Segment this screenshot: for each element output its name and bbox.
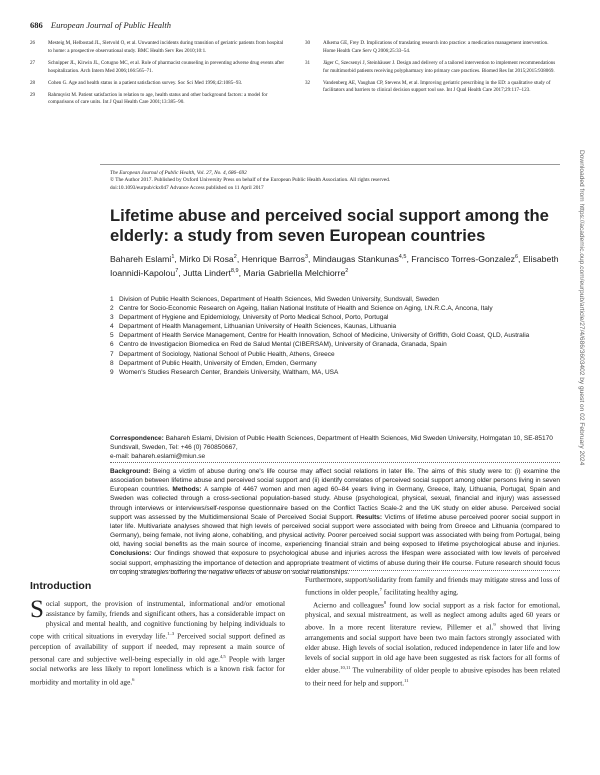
publication-info: [110, 170, 555, 192]
affiliation-list: [110, 295, 560, 377]
author-affiliation-sup: 3: [304, 254, 308, 260]
abstract-background-label: Background:: [110, 468, 151, 475]
author-name: Maria Gabriella Melchiorre: [243, 267, 346, 278]
affiliation-number: 8: [110, 359, 114, 367]
abstract-divider-top: [110, 462, 560, 463]
reference-number: 31: [305, 59, 311, 66]
citation-sup: 6: [132, 676, 135, 682]
abstract-methods: A sample of 4467 women and men aged 60–84 years living in Germany, Greece, Italy, Lithuania, Portugal, Spain and Sweden was collected through a cross-sectional population-based study. Abuse (psychological, physical, sexual, financial and injury) was assessed through interviews or interviews/self-response questionnaire based on the Conflict Tactics Scale-2 and the UK study on elder abuse. Perceived social support was assessed by the Multidimensional Scale of Perceived Social Support.: [110, 486, 560, 521]
references-right-column: [305, 40, 560, 99]
reference-number: 28: [30, 79, 36, 86]
page-number: 686: [30, 20, 43, 30]
reference-item: [30, 92, 285, 107]
download-watermark-text: Downloaded from https://academic.oup.com/eurpub/article/27/4/686/3603402 by guest on 02 February 2024: [578, 150, 585, 466]
citation-sup: 10,11: [340, 665, 351, 671]
affiliation-item: [110, 304, 560, 313]
affiliation-item: [110, 340, 560, 349]
running-header: [30, 20, 171, 30]
affiliation-item: [110, 368, 560, 377]
author-name: Elisabeth Ioannidi-Kapolou: [110, 253, 559, 278]
abstract-results: Victims of lifetime abuse perceived poorer social support in later life. Multivariate analyses showed that high levels of perceived social support were associated with being from Greece and Lithuania (compared to Germany), being female, not living alone, cohabiting, and physical activity. Poorer perceived social support was associated with being from Portugal, being old, having social benefits as the main source of income, experiencing financial strain and being exposed to lifetime psychological abuse and injuries.: [110, 513, 560, 549]
affiliation-number: 6: [110, 341, 114, 349]
abstract: [110, 467, 560, 577]
references-left-column: [30, 40, 285, 111]
affiliation-text: Women's Studies Research Center, Brandeis University, Waltham, MA, USA: [119, 368, 339, 376]
citation-sup: 1–3: [167, 631, 175, 637]
affiliation-item: [110, 322, 560, 331]
author-name: Bahareh Eslami: [110, 253, 172, 264]
reference-number: 32: [305, 79, 311, 86]
author-list: Bahareh Eslami$^1$, Mirko Di Rosa$^2$, Henrique Barros$^3$, Mindaugas Stankunas$^{4,5}$, Francisco Torres-Gonzalez$^6$, Elisabeth Ioannidi-Kapolou$^7$, Jutta Lindert$^{8,9}$, Maria Gabriella Melchiorre$^2$: [110, 253, 559, 278]
affiliation-number: 1: [110, 296, 114, 303]
correspondence-email[interactable]: e-mail: bahareh.eslami@miun.se: [110, 453, 206, 461]
citation-sup: 9: [493, 622, 496, 628]
affiliation-number: 7: [110, 350, 114, 358]
affiliation-text: Department of Health Service Management, Centre for Health Innovation, School of Medicine, University of Griffith, Gold Coast, QLD, Australia: [119, 332, 530, 340]
intro-right-column: [305, 575, 560, 688]
affiliation-text: Department of Health Management, Lithuanian University of Health Sciences, Kaunas, Lithuania: [119, 323, 397, 331]
reference-number: 27: [30, 59, 36, 66]
reference-number: 29: [30, 91, 36, 98]
abstract-methods-label: Methods:: [172, 486, 202, 494]
abstract-results-label: Results:: [356, 513, 383, 521]
reference-number: 30: [305, 40, 311, 46]
reference-item: [305, 80, 560, 95]
affiliation-number: 4: [110, 323, 114, 331]
affiliation-text: Centro de Investigacion Biomedica en Red de Salud Mental (CIBERSAM), University of Granada, Granada, Spain: [119, 341, 447, 349]
affiliation-item: [110, 313, 560, 322]
author-name: Francisco Torres-Gonzalez: [411, 253, 515, 264]
author-affiliation-sup: 6: [514, 254, 518, 260]
author-affiliation-sup: 8,9: [230, 267, 239, 274]
intro-paragraph: Furthermore, support/solidarity from family and friends may mitigate stress and loss of functions in older people,$^7$ facilitating healthy aging.: [305, 575, 560, 597]
author-name: Henrique Barros: [241, 253, 305, 264]
affiliation-text: Department of Public Health, University of Emden, Emden, Germany: [119, 359, 317, 367]
reference-text: Alkema GE, Frey D. Implications of translating research into practice: a medication management intervention. Home Health Care Serv Q 2006;25:33–54.: [323, 40, 549, 54]
abstract-conclusions: Our findings showed that exposure to psychological abuse and injuries across the lifespan were associated with low levels of perceived social support, emphasizing the importance of detection and appropriate treatment of victims of abuse during their life course. Future research should focus on coping strategies buffering the negative effects of abuse on social relationships.: [110, 550, 560, 576]
reference-item: [30, 40, 285, 55]
correspondence: [110, 434, 560, 462]
abstract-conclusions-label: Conclusions:: [110, 550, 152, 558]
author-affiliation-sup: 7: [175, 267, 179, 274]
affiliation-number: 2: [110, 305, 114, 313]
citation-sup: 7: [379, 587, 382, 593]
reference-item: [305, 60, 560, 75]
reference-text: Cohen G. Age and health status in a patient satisfaction survey. Soc Sci Med 1996;42:1085–93.: [48, 79, 243, 86]
journal-name: European Journal of Public Health: [50, 20, 171, 30]
drop-cap: S: [30, 596, 44, 623]
affiliation-text: Centre for Socio-Economic Research on Ageing, Italian National Institute of Health and Science on Aging, I.N.R.C.A, Ancona, Italy: [119, 305, 493, 313]
divider-top: [100, 164, 560, 165]
author-affiliation-sup: 4,5: [398, 254, 407, 260]
reference-text: Mesteig M, Helbostad JL, Sletvold O, et al. Unwanted incidents during transition of geriatric patients from hospital to home: a prospective observational study. BMC Health Serv Res 2010;10:1.: [48, 40, 284, 54]
intro-left-column: Social support, the provision of instrumental, informational and/or emotional assistance by family, friends and significant others, has a considerable impact on physical and mental health, and cognitive functioning by helping individuals to cope with critical situations in everyday life.$^{1-3}$ Perceived social support defined as perception of availability of support if needed, may represent a main source of personal care and subjective well-being especially in old age.$^{4,5}$ People with larger social networks are less likely to report loneliness which is a known risk factor for morbidity and mortality in old age.$^6$: [30, 596, 286, 686]
affiliation-number: 3: [110, 314, 114, 322]
affiliation-number: 9: [110, 368, 114, 376]
author-name: Mirko Di Rosa: [179, 253, 234, 264]
citation-sup: 11: [404, 677, 409, 683]
reference-text: Schnipper JL, Kirwin JL, Cotugno MC, et al. Role of pharmacist counseling in preventing adverse drug events after hospitalization. Arch Intern Med 2006;166:565–71.: [48, 59, 285, 74]
pub-copyright-line: © The Author 2017. Published by Oxford University Press on behalf of the European Public Health Association. All rights reserved.: [110, 177, 391, 184]
intro-heading: Introduction: [30, 580, 92, 592]
article-title: Lifetime abuse and perceived social support among the elderly: a study from seven European countries: [110, 206, 549, 245]
affiliation-text: Department of Sociology, National School of Public Health, Athens, Greece: [119, 350, 335, 358]
correspondence-label: Correspondence:: [110, 435, 164, 442]
affiliation-number: 5: [110, 332, 114, 340]
pub-doi-line: doi:10.1093/eurpub/ckx047 Advance Access published on 11 April 2017: [110, 184, 264, 191]
affiliation-item: [110, 295, 560, 304]
reference-text: Jäger C, Szecsenyi J, Steinhäuser J. Design and delivery of a tailored intervention to implement recommendations for multimorbid patients receiving polypharmacy into primary care practices. Biomed Res Int 2015;2015:938069.: [323, 59, 556, 74]
correspondence-text: Bahareh Eslami, Division of Public Health Sciences, Department of Health Sciences, Mid Sweden University, Holmgatan 10, SE-85170 Sundsvall, Sweden, Tel: +46 (0) 760850667,: [110, 435, 553, 452]
reference-item: [305, 40, 560, 55]
pub-journal-line: The European Journal of Public Health, Vol. 27, No. 4, 686–692: [110, 170, 247, 176]
citation-sup: 4,5: [219, 653, 226, 659]
affiliation-item: [110, 331, 560, 340]
affiliation-item: [110, 359, 560, 368]
author-affiliation-sup: 1: [171, 254, 175, 260]
citation-sup: 8: [383, 599, 387, 605]
author-affiliation-sup: 2: [233, 254, 237, 260]
abstract-divider-bottom: [110, 570, 560, 571]
reference-item: [30, 60, 285, 75]
author-affiliation-sup: 2: [345, 267, 349, 274]
reference-text: Vandenberg AE, Vaughan CP, Stevens M, et al. Improving geriatric prescribing in the ED: a qualitative study of facilitators and barriers to clinical decision support tool use. Int J Qual Health Care 2017;29:117–123.: [323, 79, 551, 94]
abstract-background: Being a victim of abuse during one's life course may affect social relations in later life. The aims of this study were to: (i) examine the association between lifetime abuse and perceived social support and (ii) identify correlates of perceived social support among older persons living in seven European countries.: [110, 468, 560, 494]
author-name: Mindaugas Stankunas: [312, 253, 399, 264]
affiliation-text: Department of Hygiene and Epidemiology, University of Porto Medical School, Porto, Portugal: [119, 314, 389, 322]
affiliation-item: [110, 350, 560, 359]
reference-item: [30, 80, 285, 88]
author-name: Jutta Lindert: [183, 267, 231, 278]
intro-paragraph: Acierno and colleagues$^8$ found low social support as a risk factor for emotional, physical, and sexual mistreatment, as well as neglect among adults aged 60 years or above. In a more recent literature review, Pillemer et al.$^9$ showed that living arrangements and social support have been two main factors strongly associated with elder abuse. High levels of social isolation, reduced independence in later life and low levels of social support in old age have been suggested as risk factors for all forms of elder abuse.$^{10,11}$ The vulnerability of older people to abusive episodes has been related to their need for help and support.$^{11}$: [305, 599, 560, 687]
affiliation-text: Division of Public Health Sciences, Department of Health Sciences, Mid Sweden University, Sundsvall, Sweden: [119, 296, 439, 303]
reference-text: Rahmqvist M. Patient satisfaction in relation to age, health status and other background factors: a model for comparisons of care units. Int J Qual Health Care 2001;13:385–90.: [48, 91, 268, 106]
download-watermark: [575, 150, 587, 550]
reference-number: 26: [30, 40, 36, 46]
